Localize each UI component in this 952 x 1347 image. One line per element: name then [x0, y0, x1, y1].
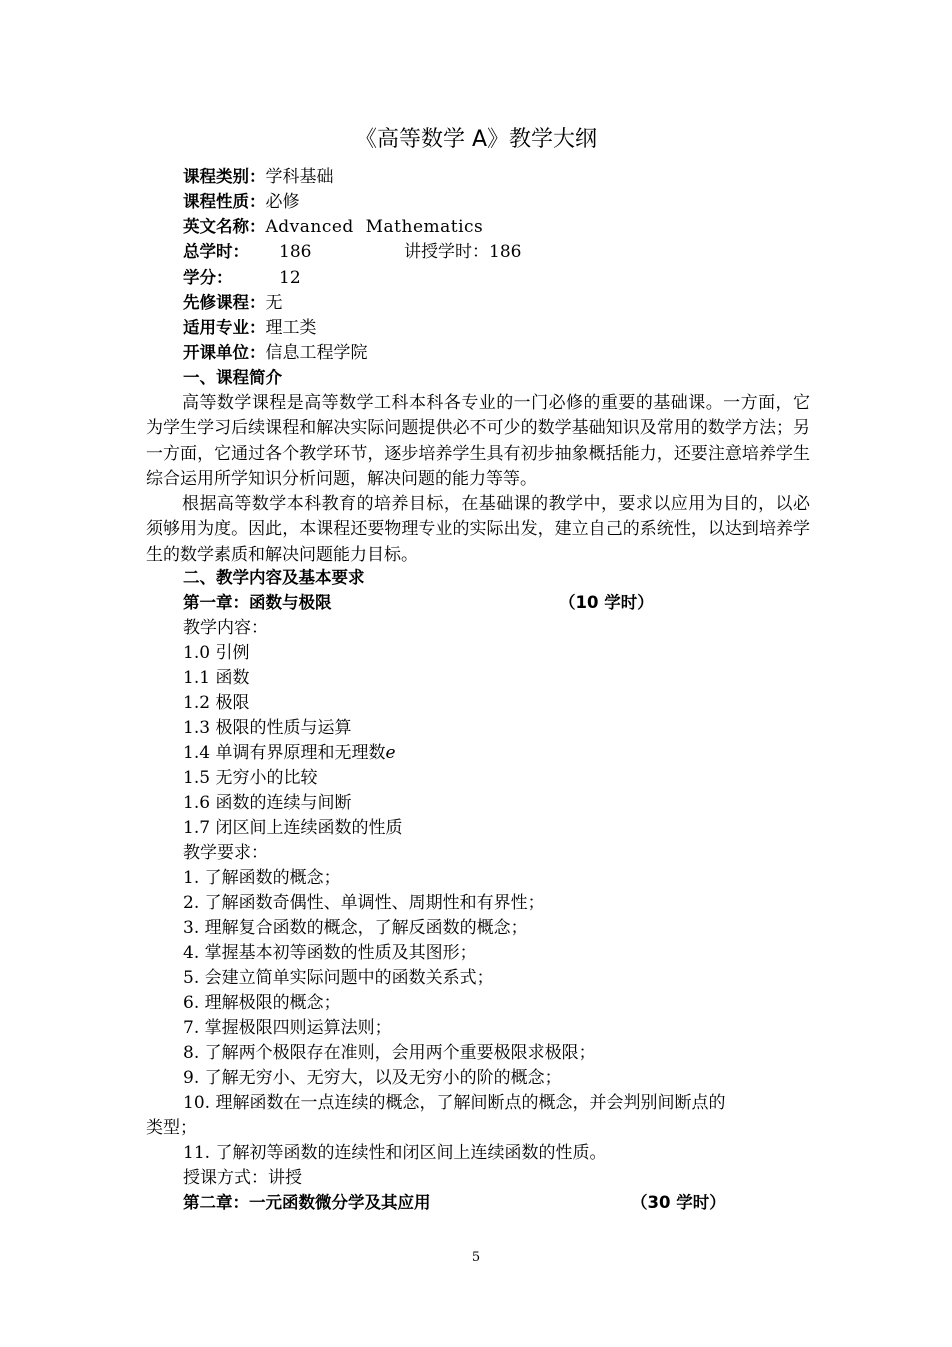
page-title: 《高等数学 A》教学大纲: [354, 127, 598, 152]
page-number: 5: [471, 1250, 481, 1265]
total-hours-line: [183, 240, 583, 264]
course-category-label: 课程类别：: [183, 167, 266, 186]
english-name-line: [183, 215, 483, 239]
requirement-item: 5. 会建立简单实际问题中的函数关系式；: [183, 968, 494, 988]
section-heading-intro: 一、课程简介: [183, 368, 282, 387]
requirement-item: 3. 理解复合函数的概念，了解反函数的概念；: [183, 918, 528, 938]
course-nature-line: [183, 190, 300, 214]
credits-value: 12: [279, 268, 301, 288]
content-item-e: [183, 741, 396, 765]
content-label: 教学内容：: [183, 618, 268, 638]
unit-value: 信息工程学院: [265, 343, 368, 363]
chapter1-hours: （10 学时）: [559, 593, 654, 612]
majors-label: 适用专业：: [183, 318, 266, 337]
total-hours-label: 总学时：: [183, 242, 249, 261]
credits-label: 学分：: [183, 268, 233, 287]
course-category-line: [183, 165, 334, 189]
prereq-label: 先修课程：: [183, 293, 266, 312]
majors-line: [183, 316, 317, 340]
content-item: 1.2 极限: [183, 693, 250, 713]
content-item: 1.6 函数的连续与间断: [183, 793, 352, 813]
requirement-item: 10. 理解函数在一点连续的概念，了解间断点的概念，并会判别间断点的: [183, 1093, 726, 1113]
chapter1-title: 第一章：函数与极限: [183, 593, 332, 612]
content-item: 1.7 闭区间上连续函数的性质: [183, 818, 403, 838]
course-category-value: 学科基础: [265, 167, 334, 187]
content-item: 1.0 引例: [183, 643, 250, 663]
credits-line: [183, 266, 383, 290]
prereq-value: 无: [265, 293, 283, 313]
course-nature-label: 课程性质：: [183, 192, 266, 211]
requirement-item: 2. 了解函数奇偶性、单调性、周期性和有界性；: [183, 893, 545, 913]
chapter2-hours: （30 学时）: [631, 1193, 726, 1212]
chapter2-title: 第二章：一元函数微分学及其应用: [183, 1193, 431, 1212]
requirement-item: 4. 掌握基本初等函数的性质及其图形；: [183, 943, 477, 963]
requirement-item: 7. 掌握极限四则运算法则；: [183, 1018, 392, 1038]
course-nature-value: 必修: [265, 192, 300, 212]
intro-paragraph-1: 高等数学课程是高等数学工科本科各专业的一门必修的重要的基础课。一方面，它为学生学习后续课程和解决实际问题提供必不可少的数学基础知识及常用的数学方法；另一方面，它通过各个教学环节，逐步培养学生具有初步抽象概括能力，还要注意培养学生综合运用所学知识分析问题，解决问题的能力等等。: [146, 393, 810, 489]
requirement-item-continuation: 类型；: [146, 1118, 197, 1138]
content-item-text: 1.4 单调有界原理和无理数: [183, 743, 386, 763]
requirement-item: 9. 了解无穷小、无穷大，以及无穷小的阶的概念；: [183, 1068, 562, 1088]
english-name-value: Advanced Mathematics: [265, 217, 484, 237]
content-item: 1.3 极限的性质与运算: [183, 718, 352, 738]
content-item: 1.1 函数: [183, 668, 250, 688]
euler-symbol: e: [385, 743, 396, 763]
content-item: 1.5 无穷小的比较: [183, 768, 318, 788]
teaching-method: 授课方式：讲授: [183, 1168, 302, 1188]
section-heading-content: 二、教学内容及基本要求: [183, 568, 365, 587]
prereq-line: [183, 291, 283, 315]
lecture-hours: 讲授学时：186: [404, 242, 522, 262]
requirement-item: 8. 了解两个极限存在准则，会用两个重要极限求极限；: [183, 1043, 596, 1063]
requirement-item: 1. 了解函数的概念；: [183, 868, 341, 888]
unit-label: 开课单位：: [183, 343, 266, 362]
english-name-label: 英文名称：: [183, 217, 266, 236]
unit-line: [183, 341, 368, 365]
requirement-item: 11. 了解初等函数的连续性和闭区间上连续函数的性质。: [183, 1143, 607, 1163]
majors-value: 理工类: [265, 318, 317, 338]
total-hours-value: 186: [279, 242, 312, 262]
requirement-item: 6. 理解极限的概念；: [183, 993, 341, 1013]
requirements-label: 教学要求：: [183, 843, 268, 863]
intro-paragraph-2: 根据高等数学本科教育的培养目标，在基础课的教学中，要求以应用为目的，以必须够用为度。因此，本课程还要物理专业的实际出发，建立自己的系统性，以达到培养学生的数学素质和解决问题能力目标。: [146, 494, 810, 565]
